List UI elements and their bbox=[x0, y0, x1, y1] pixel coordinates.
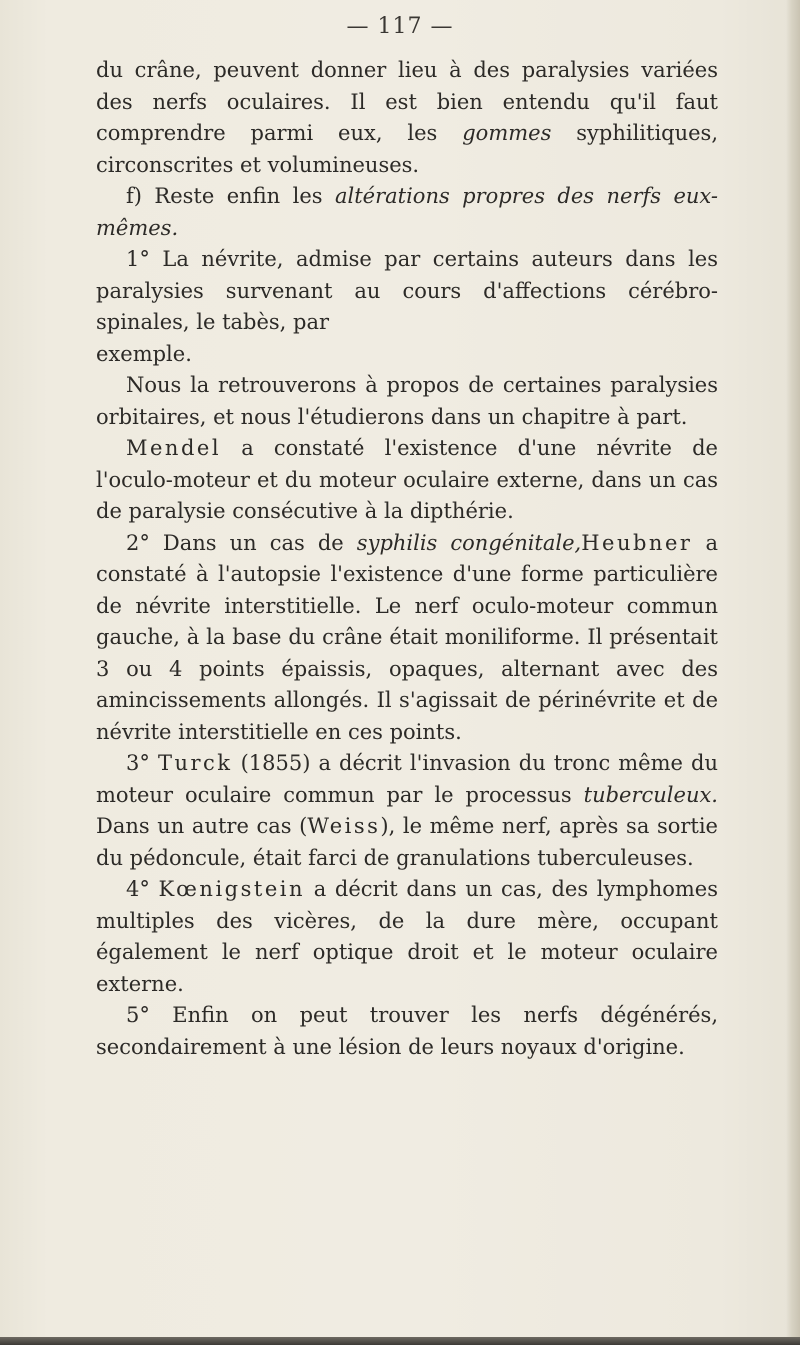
author-name: Weiss bbox=[307, 814, 381, 838]
paragraph-3: 1° La névrite, admise par certains auteurs dans les paralysies survenant au cours d'affections cérébro-spinales, le tabès, par bbox=[96, 247, 718, 334]
paragraph-1: du crâne, peuvent donner lieu à des paralysies variées des nerfs oculaires. Il est bien entendu qu'il faut comprendre parmi eux, les gommes syphilitiques, circonscrites et volumineuses. bbox=[96, 58, 719, 177]
italic-heading: altérations propres des nerfs eux-mêmes. bbox=[96, 184, 718, 240]
paragraph-5: Mendel a constaté l'existence d'une névrite de l'oculo-moteur et du moteur oculaire externe, dans un cas de paralysie consécutive à la dipthérie. bbox=[96, 436, 718, 523]
paragraph-7: 3° Turck (1855) a décrit l'invasion du tronc même du moteur oculaire commun par le processus tuberculeux. Dans un autre cas (Weiss), le même nerf, après sa sortie du pédoncule, était farci de granulations tuberculeuses. bbox=[96, 751, 718, 870]
author-name: Heubner bbox=[581, 530, 693, 555]
author-name: Kœnigstein bbox=[158, 877, 306, 901]
paragraph-9: 5° Enfin on peut trouver les nerfs dégénérés, secondairement à une lésion de leurs noyaux d'origine. bbox=[96, 1003, 718, 1059]
italic-term: syphilis congénitale, bbox=[356, 530, 582, 555]
paragraph-8: 4° Kœnigstein a décrit dans un cas, des lymphomes multiples des vicères, de la dure mère, occupant également le nerf optique droit et le moteur oculaire externe. bbox=[96, 877, 718, 996]
italic-term: tuberculeux. bbox=[583, 782, 718, 807]
italic-term: gommes bbox=[462, 121, 552, 145]
paragraph-4: Nous la retrouverons à propos de certaines paralysies orbitaires, et nous l'étudierons dans un chapitre à part. bbox=[96, 373, 718, 429]
scan-bottom-edge bbox=[0, 1337, 800, 1345]
paragraph-3-end: exemple. bbox=[96, 341, 192, 366]
body-text bbox=[96, 55, 718, 1063]
paragraph-6: 2° Dans un cas de syphilis congénitale,Heubner a constaté à l'autopsie l'existence d'une forme particulière de névrite interstitielle. Le nerf oculo-moteur commun gauche, à la base du crâne était moniliforme. Il présentait 3 ou 4 points épaissis, opaques, alternant avec des amincissements allongés. Il s'agissait de périnévrite et de névrite interstitielle en ces points. bbox=[96, 530, 719, 744]
page-number: — 117 — bbox=[346, 14, 454, 39]
author-name: Turck bbox=[157, 751, 233, 775]
author-name: Mendel bbox=[126, 436, 222, 460]
paragraph-2: f) Reste enfin les altérations propres des nerfs eux-mêmes. bbox=[96, 184, 718, 240]
page-edge-shadow bbox=[786, 0, 800, 1345]
